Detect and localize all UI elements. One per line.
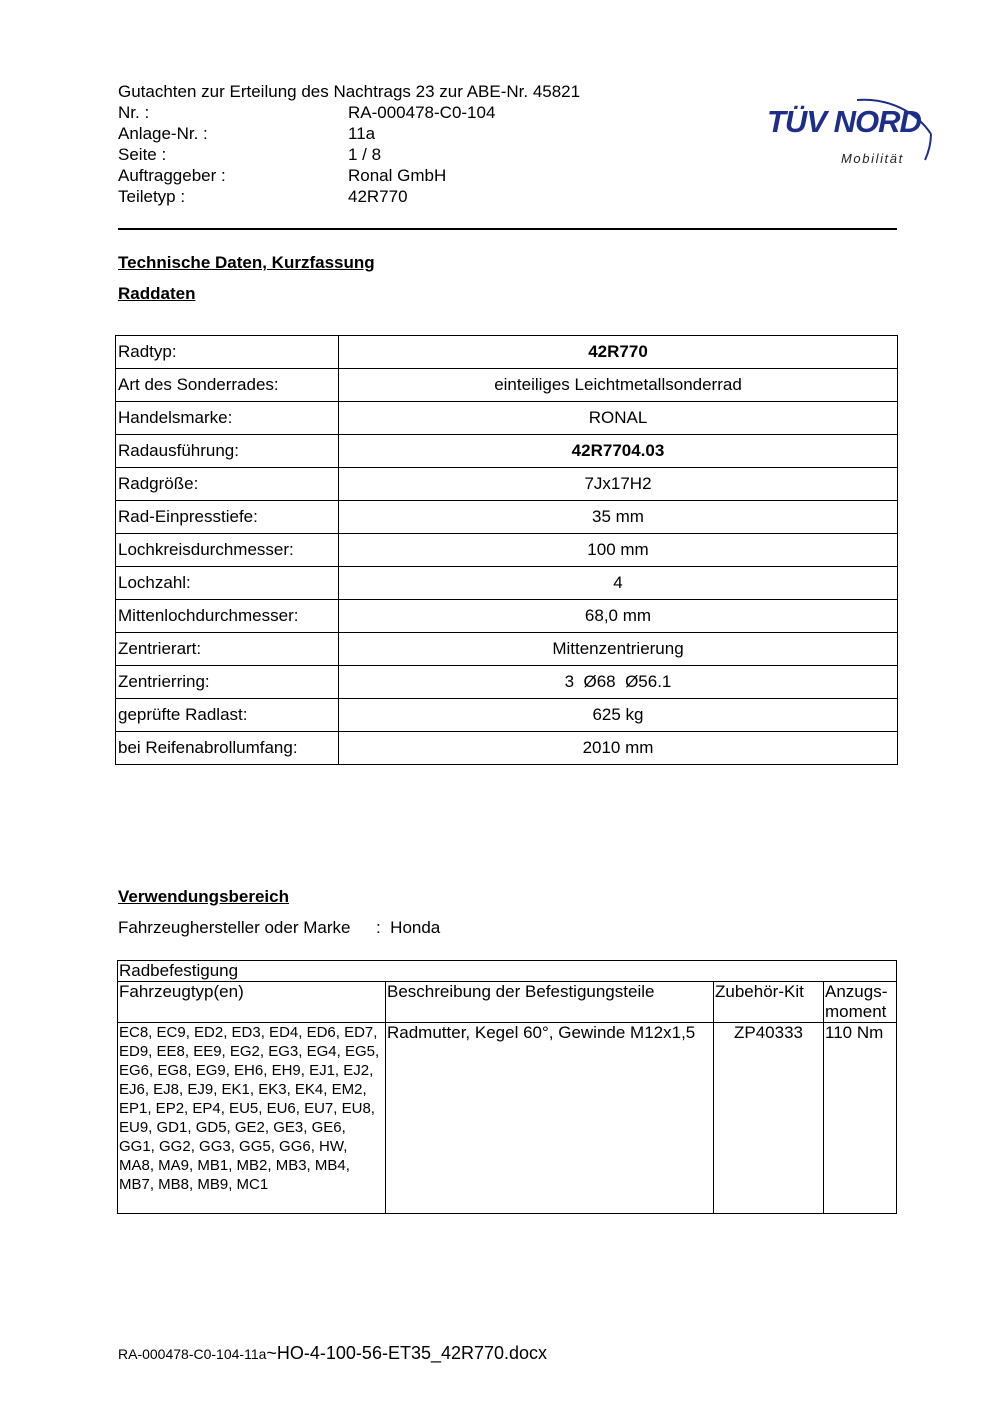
document-title: Gutachten zur Erteilung des Nachtrags 23 zur ABE-Nr. 45821 — [118, 82, 581, 101]
row-label: Rad-Einpresstiefe: — [116, 501, 339, 534]
header-cell: Beschreibung der Befestigungsteile — [386, 982, 714, 1023]
meta-label: Seite : — [118, 145, 167, 164]
row-label: bei Reifenabrollumfang: — [116, 732, 339, 765]
befestigung-table — [117, 960, 897, 1214]
header-cell: Anzugs-moment — [824, 982, 897, 1023]
manufacturer-label: Fahrzeughersteller oder Marke — [118, 918, 351, 937]
row-label: geprüfte Radlast: — [116, 699, 339, 732]
table-row — [116, 633, 898, 666]
row-label: Zentrierring: — [116, 666, 339, 699]
header-divider — [118, 228, 897, 230]
row-value: 35 mm — [339, 501, 898, 534]
footer-suffix: ~HO-4-100-56-ET35_42R770.docx — [266, 1343, 548, 1363]
table-row — [116, 567, 898, 600]
meta-value: Ronal GmbH — [348, 166, 447, 185]
meta-row-anlage — [118, 123, 495, 144]
row-label: Radgröße: — [116, 468, 339, 501]
row-value: 2010 mm — [339, 732, 898, 765]
meta-label: Anlage-Nr. : — [118, 124, 208, 143]
footer-prefix: RA-000478-C0-104-11a — [118, 1346, 267, 1362]
document-meta — [118, 102, 495, 207]
meta-row-auftraggeber — [118, 165, 495, 186]
table-row — [116, 666, 898, 699]
table-title-row — [118, 961, 897, 982]
header-cell: Fahrzeugtyp(en) — [118, 982, 386, 1023]
row-value: 42R7704.03 — [339, 435, 898, 468]
manufacturer-value: : Honda — [376, 918, 441, 937]
raddaten-table — [115, 335, 898, 765]
table-row — [116, 501, 898, 534]
table-row — [116, 402, 898, 435]
meta-value: 42R770 — [348, 187, 408, 206]
table-row — [116, 336, 898, 369]
description-cell: Radmutter, Kegel 60°, Gewinde M12x1,5 — [386, 1023, 714, 1214]
table-title: Radbefestigung — [118, 961, 897, 982]
tuev-nord-logo — [765, 58, 945, 173]
row-label: Lochkreisdurchmesser: — [116, 534, 339, 567]
logo-subtitle: Mobilität — [841, 151, 904, 166]
row-value: 625 kg — [339, 699, 898, 732]
table-row — [116, 369, 898, 402]
row-value: einteiliges Leichtmetallsonderrad — [339, 369, 898, 402]
row-value: 7Jx17H2 — [339, 468, 898, 501]
table-row — [116, 435, 898, 468]
torque-cell: 110 Nm — [824, 1023, 897, 1214]
meta-row-teiletyp — [118, 186, 495, 207]
row-value: 3 Ø68 Ø56.1 — [339, 666, 898, 699]
row-label: Radausführung: — [116, 435, 339, 468]
meta-value: RA-000478-C0-104 — [348, 103, 496, 122]
table-row — [116, 732, 898, 765]
row-label: Art des Sonderrades: — [116, 369, 339, 402]
table-row — [116, 534, 898, 567]
footer-filename — [118, 1343, 547, 1364]
meta-value: 1 / 8 — [348, 145, 382, 164]
row-label: Mittenlochdurchmesser: — [116, 600, 339, 633]
row-label: Zentrierart: — [116, 633, 339, 666]
row-value: 68,0 mm — [339, 600, 898, 633]
meta-label: Auftraggeber : — [118, 166, 226, 185]
logo-wordmark: TÜV NORD — [767, 104, 921, 139]
vehicle-types-cell: EC8, EC9, ED2, ED3, ED4, ED6, ED7, ED9, EE8, EE9, EG2, EG3, EG4, EG5, EG6, EG8, EG9, EH6, EH9, EJ1, EJ2, EJ6, EJ8, EJ9, EK1, EK3, EK4, EM2, EP1, EP2, EP4, EU5, EU6, EU7, EU8, EU9, GD1, GD5, GE2, GE3, GE6, GG1, GG2, GG3, GG5, GG6, HW, MA8, MA9, MB1, MB2, MB3, MB4, MB7, MB8, MB9, MC1 — [118, 1023, 386, 1214]
table-header-row — [118, 982, 897, 1023]
section-verwendung-heading: Verwendungsbereich — [118, 887, 289, 906]
row-label: Handelsmarke: — [116, 402, 339, 435]
meta-row-nr — [118, 102, 495, 123]
row-value: 42R770 — [339, 336, 898, 369]
row-value: 100 mm — [339, 534, 898, 567]
table-row — [118, 1023, 897, 1214]
meta-row-seite — [118, 144, 495, 165]
table-row — [116, 468, 898, 501]
header-cell: Zubehör-Kit — [714, 982, 824, 1023]
kit-cell: ZP40333 — [714, 1023, 824, 1214]
meta-value: 11a — [348, 124, 376, 143]
row-value: Mittenzentrierung — [339, 633, 898, 666]
table-row — [116, 699, 898, 732]
row-label: Lochzahl: — [116, 567, 339, 600]
section-raddaten-heading: Raddaten — [118, 284, 196, 303]
meta-label: Nr. : — [118, 103, 150, 122]
table-row — [116, 600, 898, 633]
row-label: Radtyp: — [116, 336, 339, 369]
vehicle-manufacturer-line — [118, 918, 440, 938]
meta-label: Teiletyp : — [118, 187, 186, 206]
row-value: RONAL — [339, 402, 898, 435]
section-technical-heading: Technische Daten, Kurzfassung — [118, 253, 375, 272]
row-value: 4 — [339, 567, 898, 600]
